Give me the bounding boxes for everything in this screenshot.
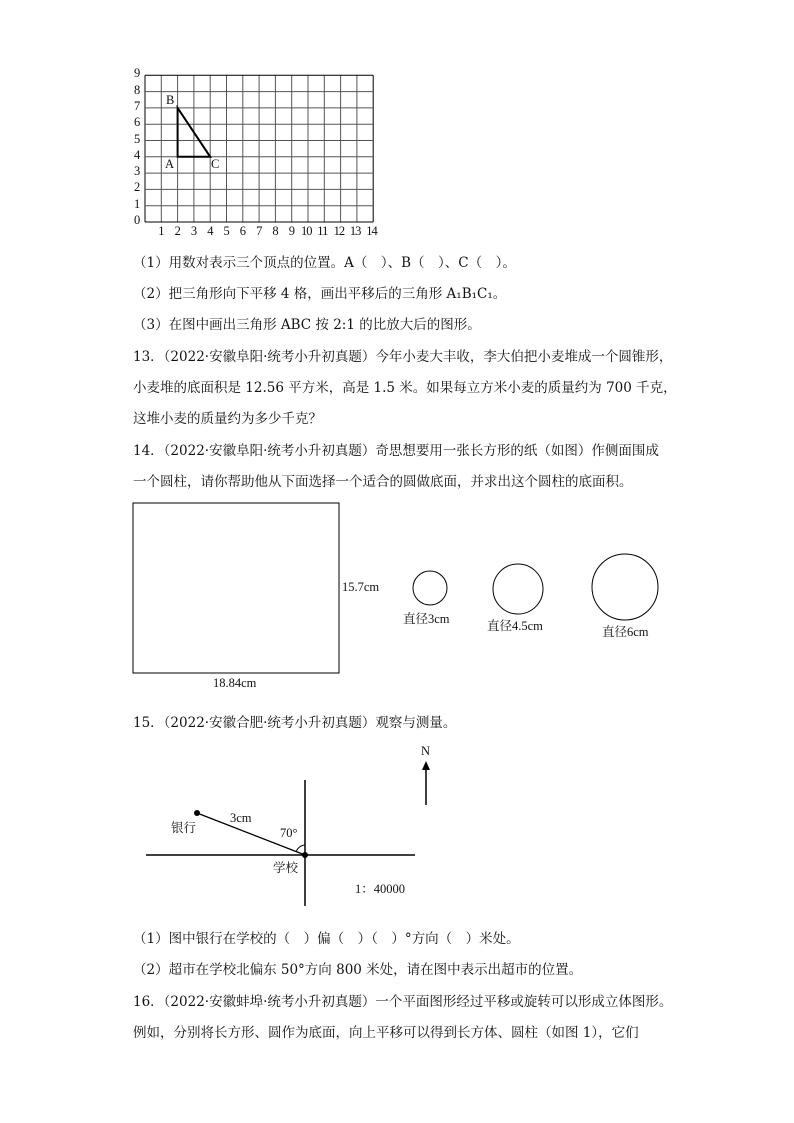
- q14-line1: 14．（2022·安徽阜阳·统考小升初真题）奇思想要用一张长方形的纸（如图）作侧面围成: [133, 443, 659, 459]
- angle-arc: [296, 845, 305, 852]
- x-tick-label: 4: [207, 224, 213, 238]
- distance-label: 3cm: [230, 811, 252, 825]
- y-tick-label: 0: [134, 213, 141, 227]
- x-tick-label: 13: [349, 224, 361, 238]
- y-tick-label: 9: [134, 66, 141, 81]
- x-tick-label: 1: [158, 224, 164, 238]
- circle-label-3cm: 直径3cm: [403, 612, 450, 626]
- y-tick-label: 3: [134, 164, 141, 179]
- y-tick-label: 8: [134, 82, 141, 97]
- y-tick-label: 7: [134, 98, 141, 113]
- x-tick-label: 6: [239, 224, 246, 238]
- circle-label-6cm: 直径6cm: [602, 625, 649, 639]
- circle-3cm: [413, 571, 447, 605]
- q13-line3: 这堆小麦的质量约为多少千克？: [133, 411, 322, 427]
- y-tick-label: 4: [134, 147, 141, 162]
- q15-part1: （1）图中银行在学校的（ ）偏（ ）（ ）°方向（ ）米处。: [133, 931, 520, 947]
- x-tick-label: 8: [272, 224, 278, 238]
- y-tick-label: 6: [134, 115, 141, 130]
- circle-6cm: [592, 554, 658, 620]
- circle-4-5cm: [493, 564, 543, 614]
- rect-width-label: 18.84cm: [213, 676, 257, 690]
- x-tick-label: 9: [288, 224, 294, 238]
- scale-label: 1：40000: [355, 882, 406, 896]
- q16-line1: 16．（2022·安徽蚌埠·统考小升初真题）一个平面图形经过平移或旋转可以形成立体图形。: [133, 994, 673, 1010]
- north-label: N: [421, 744, 431, 758]
- q15-line1: 15．（2022·安徽合肥·统考小升初真题）观察与测量。: [133, 715, 457, 731]
- q14-line2: 一个圆柱，请你帮助他从下面选择一个适合的圆做底面，并求出这个圆柱的底面积。: [133, 474, 633, 490]
- q12-part3: （3）在图中画出三角形 ABC 按 2:1 的比放大后的图形。: [133, 317, 481, 333]
- x-tick-label: 14: [366, 224, 377, 238]
- school-label: 学校: [273, 861, 299, 875]
- q13-line1: 13．（2022·安徽阜阳·统考小升初真题）今年小麦大丰收，李大伯把小麦堆成一个圆锥形，: [133, 349, 673, 365]
- y-tick-label: 5: [134, 131, 141, 146]
- q12-part1: （1）用数对表示三个顶点的位置。A（ ）、B（ ）、C（ ）。: [133, 255, 516, 271]
- x-tick-label: 11: [317, 224, 328, 238]
- x-tick-label: 7: [256, 224, 262, 238]
- q12-part2: （2）把三角形向下平移 4 格，画出平移后的三角形 A₁B₁C₁。: [133, 286, 507, 302]
- x-tick-label: 12: [333, 224, 345, 238]
- paper-rectangle: [133, 503, 339, 673]
- vertex-label-a: A: [165, 157, 175, 171]
- bank-label: 银行: [171, 821, 197, 835]
- x-tick-label: 2: [174, 224, 180, 238]
- school-point: [302, 852, 308, 858]
- coordinate-grid: [145, 75, 373, 222]
- y-tick-label: 1: [134, 196, 141, 211]
- x-tick-label: 5: [223, 224, 229, 238]
- vertex-label-b: B: [166, 93, 175, 107]
- circle-label-4-5cm: 直径4.5cm: [487, 619, 543, 633]
- x-tick-label: 10: [301, 224, 312, 238]
- angle-label: 70°: [280, 826, 298, 840]
- y-tick-label: 2: [134, 180, 141, 195]
- q16-line2: 例如，分别将长方形、圆作为底面，向上平移可以得到长方体、圆柱（如图 1），它们: [133, 1025, 639, 1041]
- vertex-label-c: C: [211, 157, 220, 171]
- north-arrowhead-icon: [422, 761, 430, 770]
- rect-height-label: 15.7cm: [342, 580, 380, 594]
- q13-line2: 小麦堆的底面积是 12.56 平方米，高是 1.5 米。如果每立方米小麦的质量约为 700 千克，: [133, 380, 677, 396]
- bank-point: [194, 810, 200, 816]
- x-tick-label: 3: [190, 224, 197, 238]
- q15-part2: （2）超市在学校北偏东 50°方向 800 米处，请在图中表示出超市的位置。: [133, 962, 583, 978]
